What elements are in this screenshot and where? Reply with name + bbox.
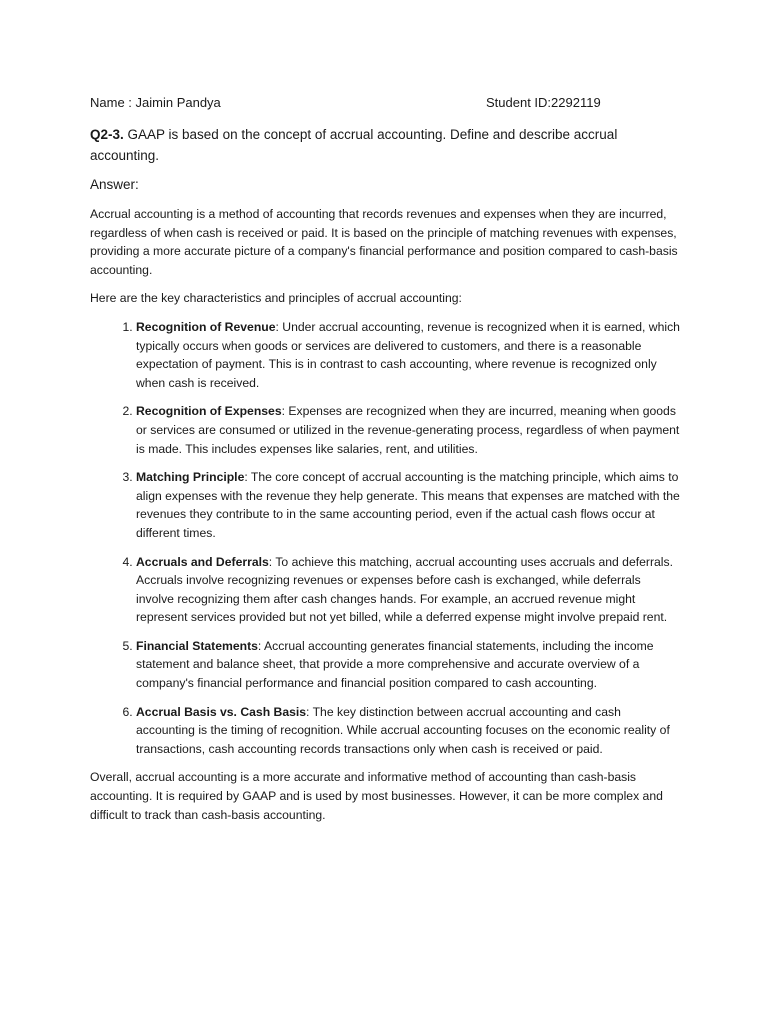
- list-item-title: Recognition of Expenses: [136, 404, 282, 419]
- list-item: [136, 318, 680, 392]
- list-item: [136, 637, 680, 693]
- student-name: Name : Jaimin Pandya: [90, 95, 221, 110]
- list-item-title: Matching Principle: [136, 470, 245, 485]
- list-item: [136, 553, 680, 627]
- answer-body: [90, 205, 680, 834]
- student-id: Student ID:2292119: [486, 95, 601, 110]
- list-item-title: Accrual Basis vs. Cash Basis: [136, 704, 307, 719]
- list-item-text: : The key distinction between accrual accounting and cash accounting is the timing of recognition. While accrual accounting focuses on the economic reality of transactions, cash accounting records transactions only when cash is received or paid.: [136, 704, 670, 756]
- intro-paragraph: Accrual accounting is a method of accounting that records revenues and expenses when they are incurred, regardless of when cash is received or paid. It is based on the principle of matching revenues with expenses, providing a more accurate picture of a company's financial performance and position compared to cash-basis accounting.: [90, 207, 678, 277]
- answer-label: Answer:: [90, 177, 139, 192]
- question-text: [90, 124, 650, 166]
- document-header: [90, 93, 690, 113]
- list-item-text: : Under accrual accounting, revenue is recognized when it is earned, which typically occurs when goods or services are delivered to customers, and there is a reasonable expectation of payment. This is in contrast to cash accounting, where revenue is recognized only when cash is received.: [136, 319, 680, 390]
- list-item: [136, 402, 680, 458]
- list-item-title: Recognition of Revenue: [136, 319, 276, 334]
- principles-list: [90, 318, 680, 758]
- question-body: GAAP is based on the concept of accrual accounting. Define and describe accrual accounting.: [90, 127, 618, 163]
- list-item: [136, 703, 680, 759]
- list-item-text: : Expenses are recognized when they are incurred, meaning when goods or services are consumed or utilized in the revenue-generating process, regardless of when payment is made. This includes expenses like salaries, rent, and utilities.: [136, 404, 680, 456]
- list-item-title: Accruals and Deferrals: [136, 554, 269, 569]
- list-item: [136, 468, 680, 542]
- list-item-text: : To achieve this matching, accrual accounting uses accruals and deferrals. Accruals involve recognizing revenues or expenses before cash is exchanged, while deferrals involve recognizing them after cash changes hands. For example, an accrued revenue might represent services provided but not yet billed, while a deferred expense might involve prepaid rent.: [136, 554, 673, 625]
- list-item-text: : Accrual accounting generates financial statements, including the income statement and balance sheet, that provide a more comprehensive and accurate overview of a company's financial performance and financial position compared to cash accounting.: [136, 638, 654, 691]
- list-item-text: : The core concept of accrual accounting is the matching principle, which aims to align expenses with the revenue they help generate. This means that expenses are matched with the revenues they contribute to in the same accounting period, even if the actual cash flows occur at different times.: [136, 470, 680, 540]
- conclusion-paragraph: Overall, accrual accounting is a more accurate and informative method of accounting than cash-basis accounting. It is required by GAAP and is used by most businesses. However, it can be more complex and difficult to track than cash-basis accounting.: [90, 770, 663, 822]
- question-number: Q2-3.: [90, 127, 124, 142]
- list-item-title: Financial Statements: [136, 638, 258, 653]
- list-intro: Here are the key characteristics and principles of accrual accounting:: [90, 291, 462, 306]
